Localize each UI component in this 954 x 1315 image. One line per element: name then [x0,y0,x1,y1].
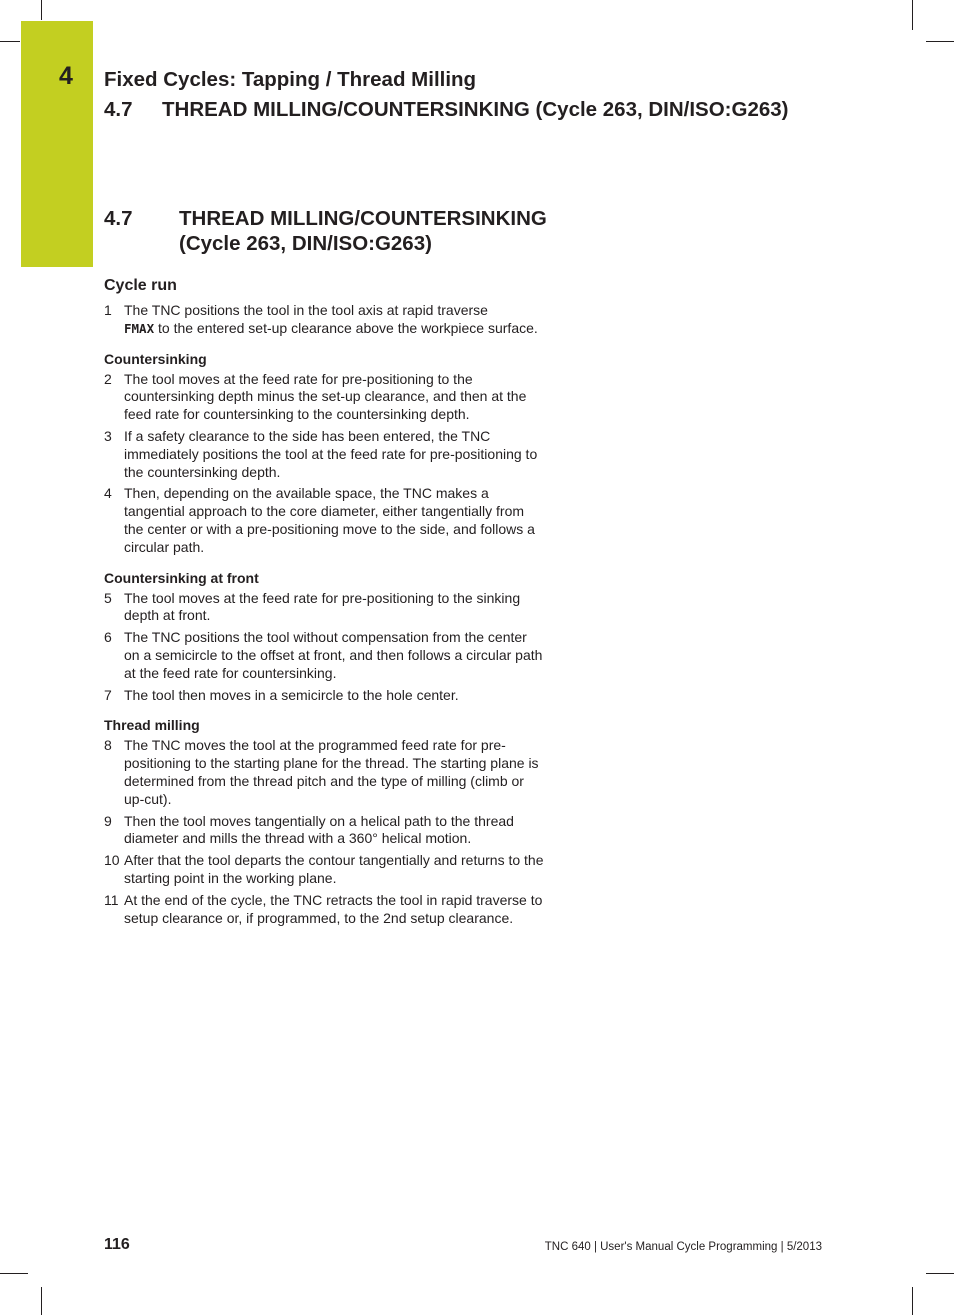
step-text: to the entered set-up clearance above the workpiece surface. [154,319,538,336]
step-10 [104,852,544,888]
step-9 [104,813,544,849]
running-head-section-title: THREAD MILLING/COUNTERSINKING (Cycle 263, DIN/ISO:G263) [162,98,789,121]
step-2 [104,371,544,424]
running-head-section-number: 4.7 [104,98,133,121]
step-5 [104,590,544,626]
step-4 [104,485,544,556]
step-8 [104,737,544,808]
step-text: If a safety clearance to the side has been entered, the TNC immediately positions the tool at the feed rate for pre-positioning to the countersinking depth. [124,427,538,480]
cycle-run-steps [104,302,544,338]
section-title-line1: THREAD MILLING/COUNTERSINKING [179,207,547,230]
countersinking-at-front-steps [104,590,544,705]
step-1 [104,302,544,338]
section-number: 4.7 [104,207,133,230]
cycle-run-heading: Cycle run [104,277,177,294]
crop-mark [912,1287,913,1315]
step-11 [104,892,544,928]
step-text: The tool moves at the feed rate for pre-positioning to the countersinking depth minus the set-up clearance, and then at the feed rate for countersinking to the countersinking depth. [124,370,527,423]
crop-mark [926,1273,954,1274]
crop-mark [41,0,42,20]
step-text: Then, depending on the available space, the TNC makes a tangential approach to the core diameter, either tangentially from the center or with a pre-positioning move to the side, and follows a circular path. [124,485,535,555]
running-head-section [104,98,788,122]
step-number: 6 [104,629,112,646]
step-number: 3 [104,427,112,444]
running-head-chapter-title: Fixed Cycles: Tapping / Thread Milling [104,68,477,91]
step-text: The TNC moves the tool at the programmed feed rate for pre-positioning to the starting plane for the thread. The starting plane is determined from the thread pitch and the type of milling (climb or up-cut). [124,737,539,807]
step-text: Then the tool moves tangentially on a helical path to the thread diameter and mills the thread with a 360° helical motion. [124,812,514,847]
step-number: 8 [104,737,112,754]
step-text: The TNC positions the tool in the tool axis at rapid traverse [124,302,488,318]
step-text: After that the tool departs the contour tangentially and returns to the starting point in the working plane. [124,852,544,886]
crop-mark [41,1287,42,1315]
step-number: 7 [104,686,112,703]
step-number: 11 [104,891,119,908]
countersinking-steps [104,371,544,557]
chapter-number: 4 [59,62,73,90]
step-number: 10 [104,852,120,869]
step-text: The tool then moves in a semicircle to the hole center. [124,686,459,703]
step-7 [104,687,544,705]
step-number: 4 [104,485,112,502]
crop-mark [0,41,20,42]
step-number: 2 [104,370,112,387]
crop-mark [926,41,954,42]
crop-mark [0,1273,28,1274]
step-number: 5 [104,589,112,606]
section-body [104,276,544,931]
step-number: 1 [104,302,112,318]
thread-milling-steps [104,737,544,927]
step-text: The tool moves at the feed rate for pre-positioning to the sinking depth at front. [124,589,521,624]
thread-milling-heading: Thread milling [104,717,200,734]
crop-mark [912,0,913,30]
step-text: The TNC positions the tool without compensation from the center on a semicircle to the offset at front, and then follows a circular path at the feed rate for countersinking. [124,629,543,681]
countersinking-at-front-heading: Countersinking at front [104,569,259,586]
chapter-tab [21,21,93,267]
fmax-keyword: FMAX [124,320,155,336]
section-title-line2: (Cycle 263, DIN/ISO:G263) [179,232,432,255]
step-3 [104,428,544,481]
step-number: 9 [104,812,112,829]
countersinking-heading: Countersinking [104,350,207,367]
step-text: At the end of the cycle, the TNC retracts the tool in rapid traverse to setup clearance or, if programmed, to the 2nd setup clearance. [124,891,543,926]
page-number: 116 [104,1236,130,1253]
footer-text: TNC 640 | User's Manual Cycle Programming | 5/2013 [544,1241,822,1253]
step-6 [104,629,544,682]
